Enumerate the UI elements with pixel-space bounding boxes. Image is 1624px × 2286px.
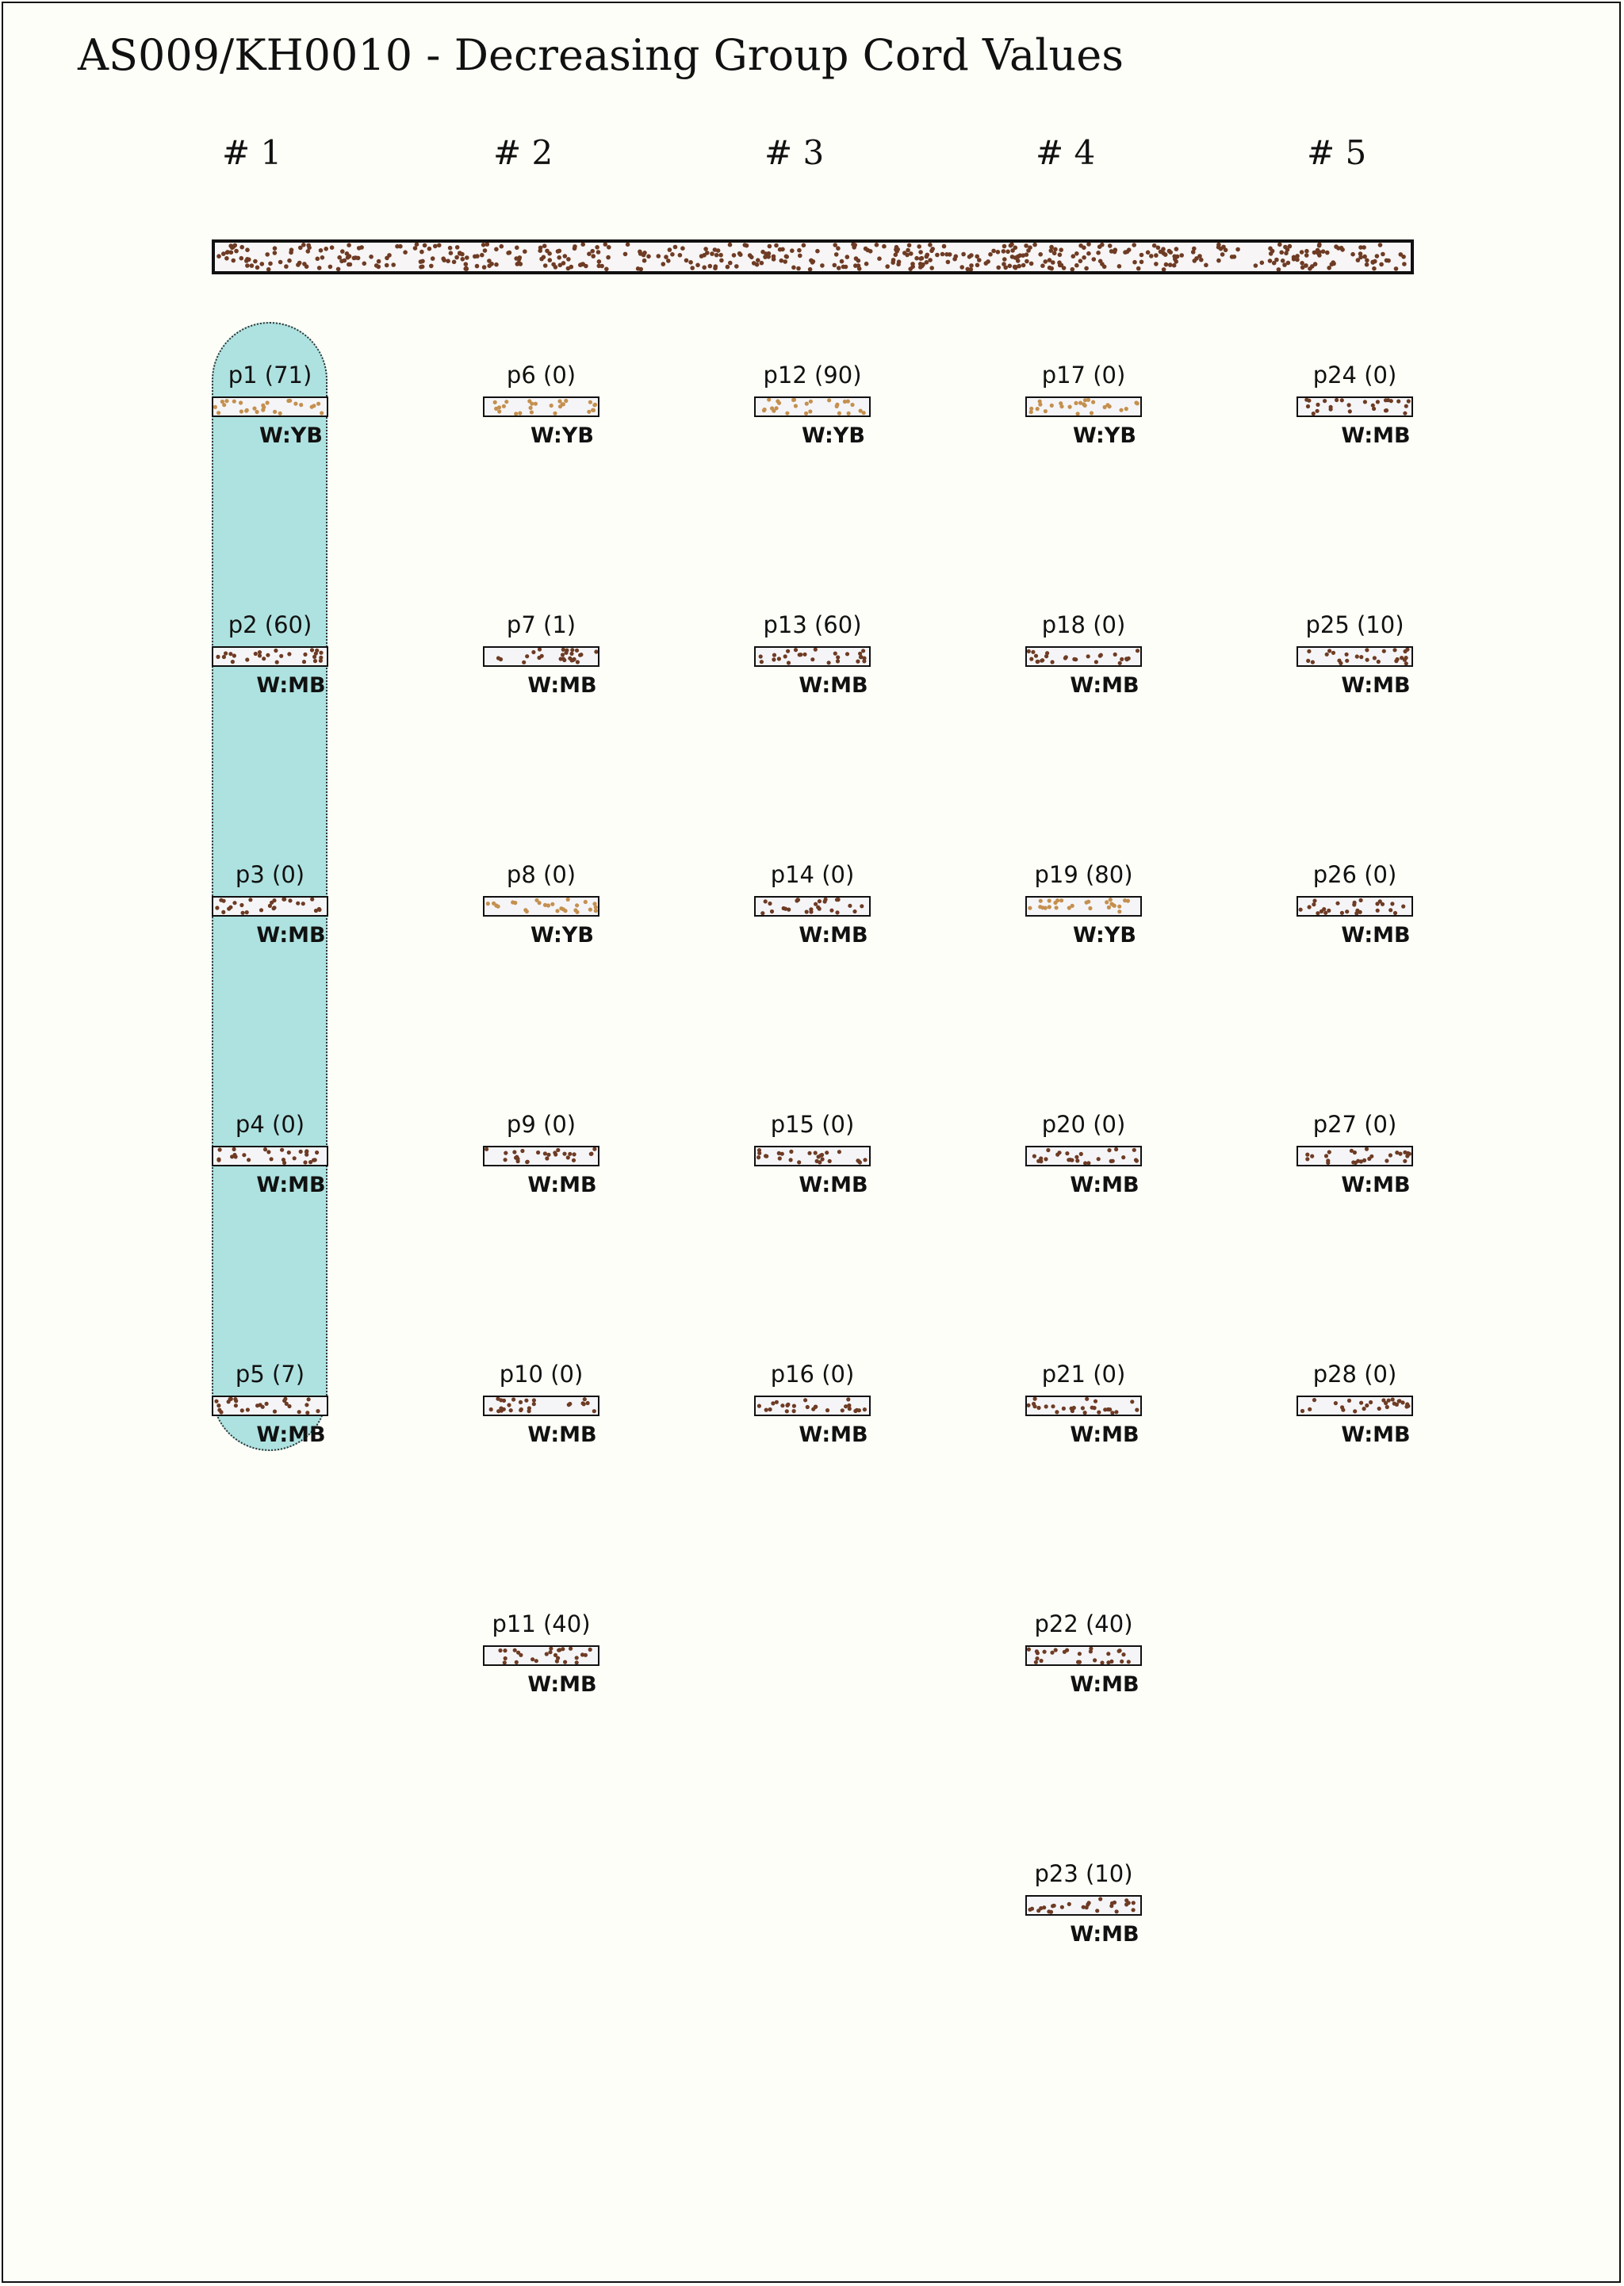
cord-p22-bar: [1025, 1645, 1142, 1666]
cord-p2-label: p2 (60): [228, 611, 312, 638]
cord-p27-label: p27 (0): [1312, 1111, 1397, 1138]
cord-p21-color-label: W:MB: [1070, 1423, 1139, 1447]
primary-cord: [212, 239, 1414, 274]
group-header-4: # 4: [1036, 133, 1096, 172]
cord-p21-bar: [1025, 1396, 1142, 1416]
cord-p22-label: p22 (40): [1034, 1610, 1133, 1637]
cord-p28-label: p28 (0): [1312, 1361, 1397, 1388]
cord-p7-label: p7 (1): [506, 611, 576, 638]
cord-p24-bar: [1297, 396, 1413, 417]
cord-p8-label: p8 (0): [506, 861, 576, 888]
group-header-1: # 1: [222, 133, 282, 172]
cord-p27-bar: [1297, 1146, 1413, 1166]
cord-p16-color-label: W:MB: [799, 1423, 868, 1447]
cord-p24-label: p24 (0): [1312, 362, 1397, 389]
cord-p23-bar: [1025, 1895, 1142, 1916]
cord-p4-color-label: W:MB: [256, 1173, 326, 1197]
cord-p5-color-label: W:MB: [256, 1423, 326, 1447]
cord-p2-color-label: W:MB: [256, 673, 326, 698]
cord-p17-bar: [1025, 396, 1142, 417]
cord-p16-label: p16 (0): [770, 1361, 855, 1388]
cord-p23-label: p23 (10): [1034, 1860, 1133, 1887]
cord-p12-color-label: W:YB: [802, 423, 865, 448]
group-header-3: # 3: [764, 133, 825, 172]
cord-p21-label: p21 (0): [1041, 1361, 1126, 1388]
cord-p7-bar: [483, 646, 599, 667]
cord-p3-bar: [212, 896, 328, 917]
cord-p15-bar: [754, 1146, 871, 1166]
cord-p1-color-label: W:YB: [259, 423, 323, 448]
cord-p18-bar: [1025, 646, 1142, 667]
cord-p11-color-label: W:MB: [527, 1672, 597, 1697]
cord-p24-color-label: W:MB: [1341, 423, 1411, 448]
cord-p8-bar: [483, 896, 599, 917]
cord-p19-label: p19 (80): [1034, 861, 1133, 888]
cord-p1-bar: [212, 396, 328, 417]
cord-p12-label: p12 (90): [763, 362, 862, 389]
cord-p22-color-label: W:MB: [1070, 1672, 1139, 1697]
cord-p4-label: p4 (0): [235, 1111, 305, 1138]
cord-p26-bar: [1297, 896, 1413, 917]
cord-p27-color-label: W:MB: [1341, 1173, 1411, 1197]
cord-p17-label: p17 (0): [1041, 362, 1126, 389]
cord-p26-color-label: W:MB: [1341, 923, 1411, 948]
cord-p3-color-label: W:MB: [256, 923, 326, 948]
cord-p13-color-label: W:MB: [799, 673, 868, 698]
cord-p16-bar: [754, 1396, 871, 1416]
cord-p20-bar: [1025, 1146, 1142, 1166]
cord-p8-color-label: W:YB: [530, 923, 594, 948]
cord-p10-label: p10 (0): [499, 1361, 584, 1388]
cord-p20-color-label: W:MB: [1070, 1173, 1139, 1197]
cord-p13-label: p13 (60): [763, 611, 862, 638]
cord-p25-label: p25 (10): [1305, 611, 1404, 638]
cord-p5-label: p5 (7): [235, 1361, 305, 1388]
primary-cord-texture: [215, 243, 1411, 271]
cord-p4-bar: [212, 1146, 328, 1166]
cord-p10-color-label: W:MB: [527, 1423, 597, 1447]
cord-p15-color-label: W:MB: [799, 1173, 868, 1197]
cord-p6-bar: [483, 396, 599, 417]
cord-p25-bar: [1297, 646, 1413, 667]
cord-p12-bar: [754, 396, 871, 417]
cord-p7-color-label: W:MB: [527, 673, 597, 698]
cord-p2-bar: [212, 646, 328, 667]
cord-p19-bar: [1025, 896, 1142, 917]
cord-p10-bar: [483, 1396, 599, 1416]
cord-p1-label: p1 (71): [228, 362, 312, 389]
diagram-title: AS009/KH0010 - Decreasing Group Cord Values: [78, 30, 1124, 80]
cord-p20-label: p20 (0): [1041, 1111, 1126, 1138]
cord-p18-label: p18 (0): [1041, 611, 1126, 638]
cord-p19-color-label: W:YB: [1073, 923, 1136, 948]
cord-p5-bar: [212, 1396, 328, 1416]
cord-p25-color-label: W:MB: [1341, 673, 1411, 698]
group-header-5: # 5: [1307, 133, 1367, 172]
cord-p14-bar: [754, 896, 871, 917]
group-header-2: # 2: [493, 133, 553, 172]
cord-p9-color-label: W:MB: [527, 1173, 597, 1197]
cord-p6-color-label: W:YB: [530, 423, 594, 448]
cord-p14-label: p14 (0): [770, 861, 855, 888]
cord-p11-label: p11 (40): [492, 1610, 591, 1637]
cord-p23-color-label: W:MB: [1070, 1922, 1139, 1947]
cord-p9-bar: [483, 1146, 599, 1166]
cord-p28-color-label: W:MB: [1341, 1423, 1411, 1447]
cord-p3-label: p3 (0): [235, 861, 305, 888]
cord-p11-bar: [483, 1645, 599, 1666]
cord-p14-color-label: W:MB: [799, 923, 868, 948]
cord-p18-color-label: W:MB: [1070, 673, 1139, 698]
cord-p13-bar: [754, 646, 871, 667]
cord-p15-label: p15 (0): [770, 1111, 855, 1138]
cord-p28-bar: [1297, 1396, 1413, 1416]
cord-p26-label: p26 (0): [1312, 861, 1397, 888]
cord-p17-color-label: W:YB: [1073, 423, 1136, 448]
cord-p9-label: p9 (0): [506, 1111, 576, 1138]
cord-p6-label: p6 (0): [506, 362, 576, 389]
